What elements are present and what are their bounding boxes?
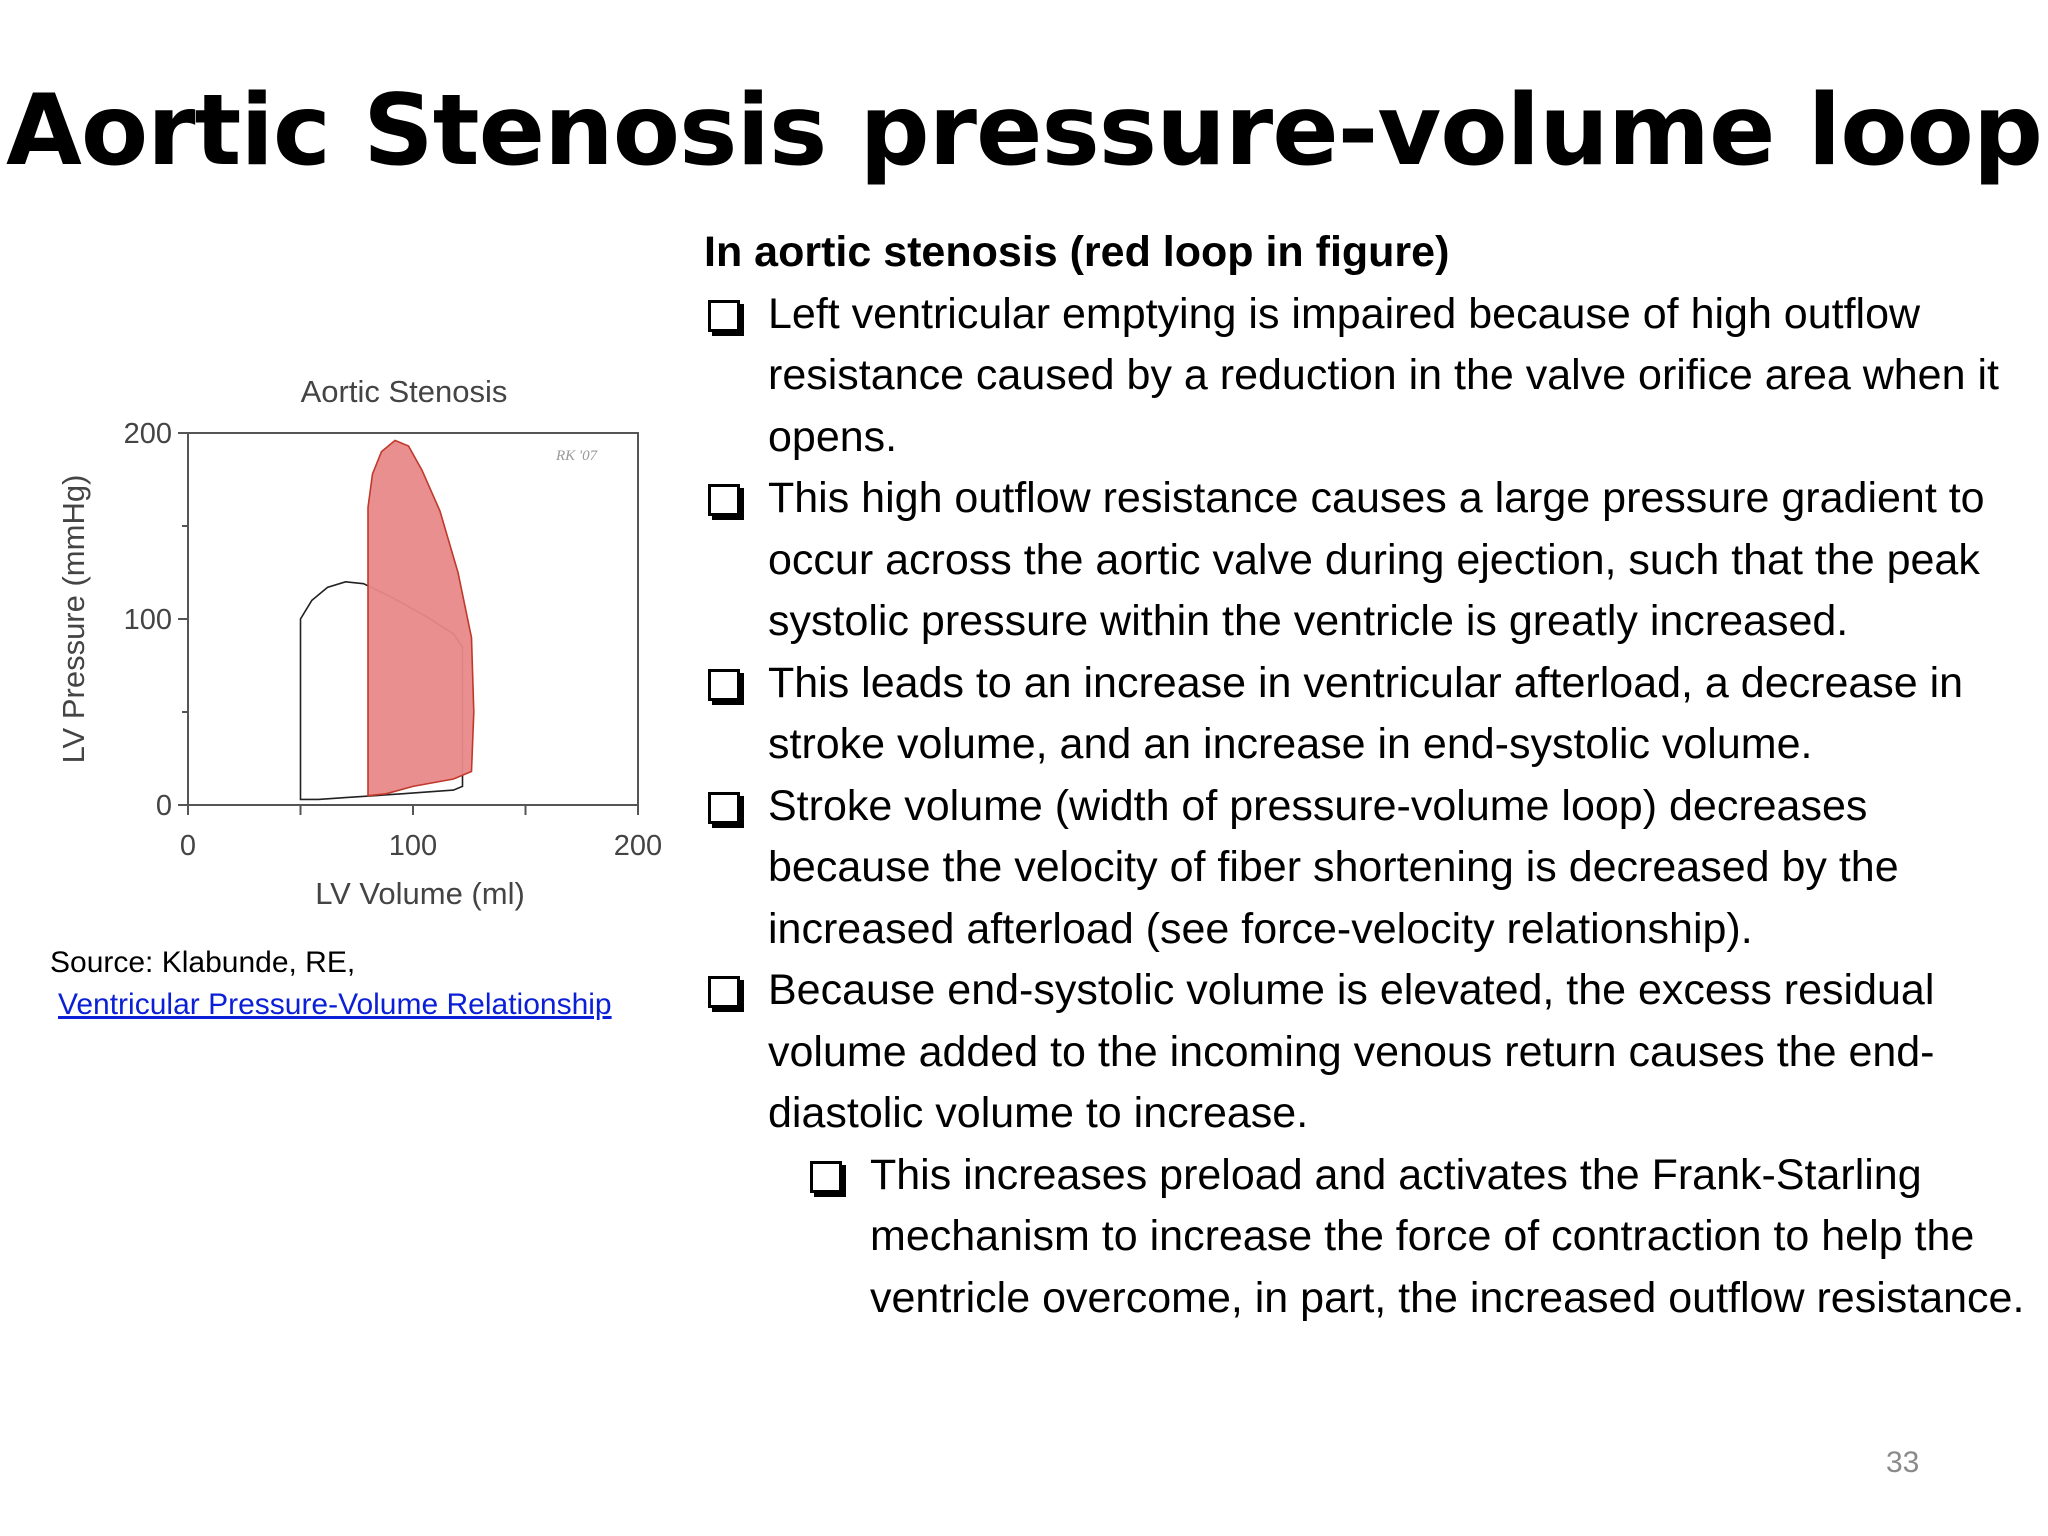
checkbox-bullet-icon xyxy=(708,484,740,516)
bullet-text: Stroke volume (width of pressure-volume loop) decreases because the velocity of fiber shortening is decreased by the increased afterload (see force-velocity relationship). xyxy=(768,781,1899,953)
bullet-list xyxy=(704,284,2034,1330)
page-number: 33 xyxy=(1886,1446,1920,1479)
bullet-item xyxy=(704,653,2034,776)
checkbox-bullet-icon xyxy=(708,792,740,824)
checkbox-bullet-icon xyxy=(708,300,740,332)
slide-title: Aortic Stenosis pressure-volume loop xyxy=(5,74,2043,188)
content-text xyxy=(704,222,2034,1329)
chart-title: Aortic Stenosis xyxy=(300,374,508,409)
bullet-text: This increases preload and activates the Frank-Starling mechanism to increase the force of contraction to help the ventricle overcome, in part, the increased outflow resistance. xyxy=(870,1150,2025,1322)
bullet-item xyxy=(704,960,2034,1145)
loops-layer xyxy=(301,440,474,799)
y-tick-label: 200 xyxy=(123,418,172,450)
source-link[interactable]: Ventricular Pressure-Volume Relationship xyxy=(58,988,612,1021)
x-tick-label: 200 xyxy=(613,830,663,862)
bullet-item xyxy=(704,468,2034,653)
bullet-item xyxy=(704,284,2034,469)
y-tick-label: 0 xyxy=(155,790,172,822)
x-tick-label: 0 xyxy=(179,830,197,862)
checkbox-bullet-icon xyxy=(708,976,740,1008)
x-tick-label: 100 xyxy=(388,830,438,862)
pv-loop-figure xyxy=(40,360,680,920)
chart-watermark: RK '07 xyxy=(556,448,598,464)
y-tick-label: 100 xyxy=(123,604,172,636)
x-axis-label: LV Volume (ml) xyxy=(315,876,525,911)
bullet-item xyxy=(704,776,2034,961)
figure-source xyxy=(50,942,612,1026)
source-label: Source: Klabunde, RE, xyxy=(50,946,356,979)
sub-bullet-item xyxy=(806,1145,2034,1330)
checkbox-bullet-icon xyxy=(708,669,740,701)
stenosis-loop-shape xyxy=(368,440,474,795)
bullet-text: This leads to an increase in ventricular afterload, a decrease in stroke volume, and an increase in end-systolic volume. xyxy=(768,658,1964,768)
content-heading: In aortic stenosis (red loop in figure) xyxy=(704,228,1450,276)
checkbox-bullet-icon xyxy=(810,1161,842,1193)
bullet-text: Left ventricular emptying is impaired because of high outflow resistance caused by a reduction in the valve orifice area when it opens. xyxy=(768,289,1999,461)
y-axis-label: LV Pressure (mmHg) xyxy=(56,474,91,764)
bullet-text: Because end-systolic volume is elevated, the excess residual volume added to the incoming venous return causes the end-diastolic volume to increase. xyxy=(768,966,1935,1137)
pv-loop-chart xyxy=(40,360,680,920)
bullet-text: This high outflow resistance causes a large pressure gradient to occur across the aortic valve during ejection, such that the peak systolic pressure within the ventricle is greatly increased. xyxy=(768,474,1985,645)
